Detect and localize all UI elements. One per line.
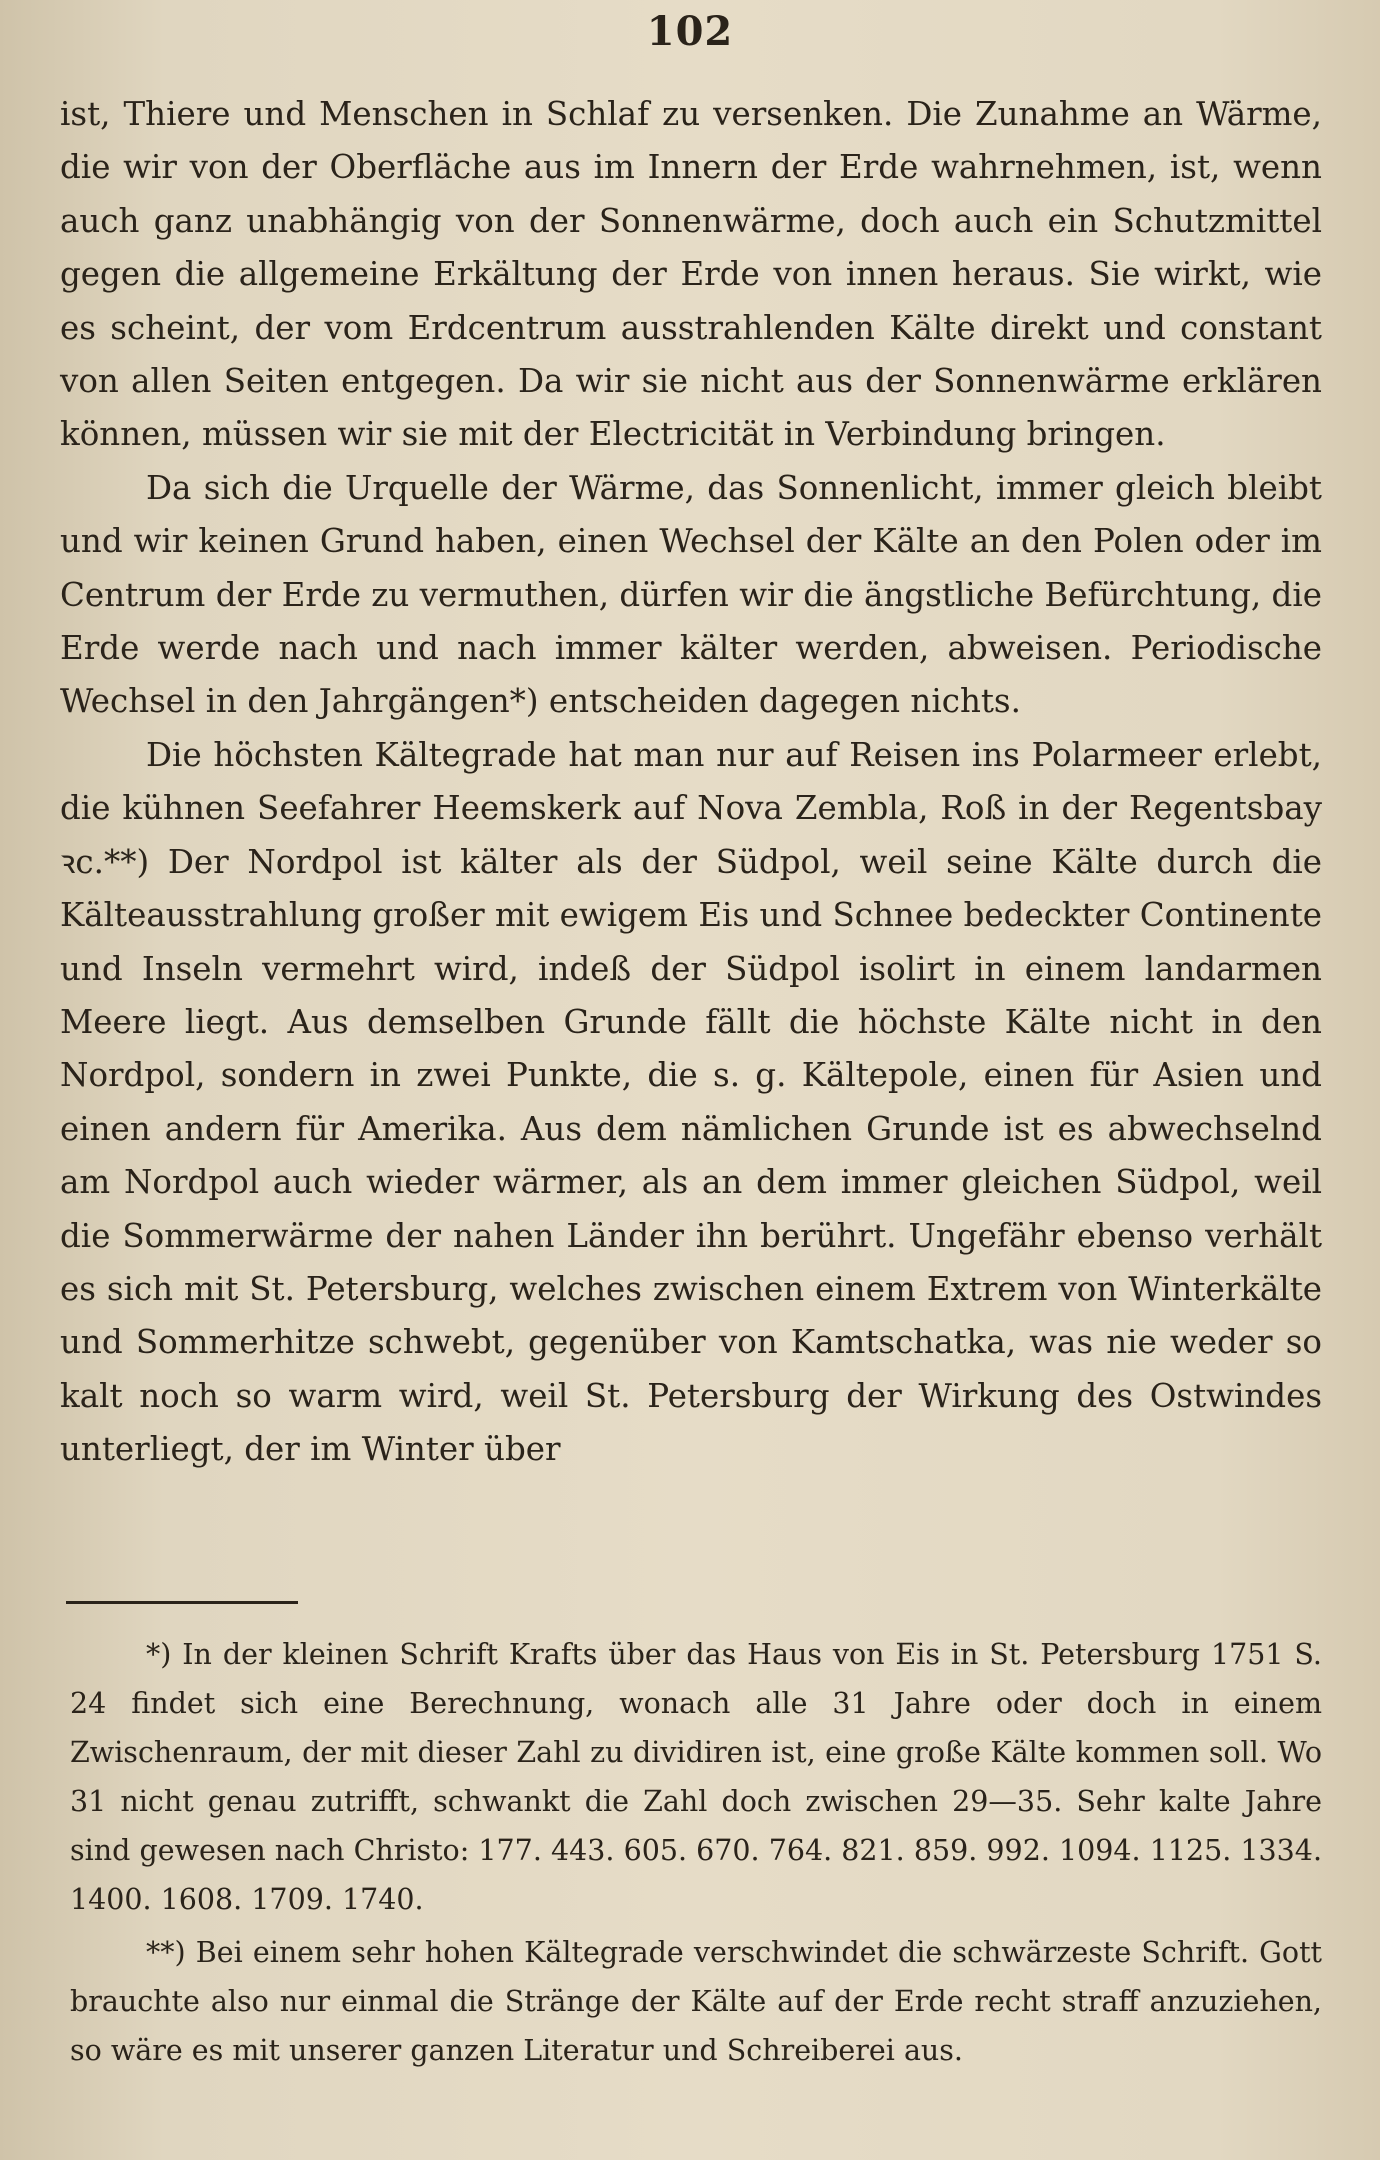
body-text	[60, 88, 1322, 1477]
paragraph: Da sich die Urquelle der Wärme, das Sonnenlicht, immer gleich bleibt und wir keinen Grund haben, einen Wechsel der Kälte an den Polen oder im Centrum der Erde zu vermuthen, dürfen wir die ängstliche Befürchtung, die Erde werde nach und nach immer kälter werden, abweisen. Periodische Wechsel in den Jahrgängen*) entscheiden dagegen nichts.	[60, 468, 1322, 721]
footnote-1: *) In der kleinen Schrift Krafts über das Haus von Eis in St. Petersburg 1751 S. 24 findet sich eine Berechnung, wonach alle 31 Jahre oder doch in einem Zwischenraum, der mit dieser Zahl zu dividiren ist, eine große Kälte kommen soll. Wo 31 nicht genau zutrifft, schwankt die Zahl doch zwischen 29—35. Sehr kalte Jahre sind gewesen nach Christo: 177. 443. 605. 670. 764. 821. 859. 992. 1094. 1125. 1334. 1400. 1608. 1709. 1740.	[70, 1638, 1322, 1916]
footnote-separator	[66, 1601, 298, 1604]
paragraph: Die höchsten Kältegrade hat man nur auf Reisen ins Polarmeer erlebt, die kühnen Seefahrer Heemskerk auf Nova Zembla, Roß in der Regentsbay ꝛc.**) Der Nordpol ist kälter als der Südpol, weil seine Kälte durch die Kälteausstrahlung großer mit ewigem Eis und Schnee bedeckter Continente und Inseln vermehrt wird, indeß der Südpol isolirt in einem landarmen Meere liegt. Aus demselben Grunde fällt die höchste Kälte nicht in den Nordpol, sondern in zwei Punkte, die s. g. Kältepole, einen für Asien und einen andern für Amerika. Aus dem nämlichen Grunde ist es abwechselnd am Nordpol auch wieder wärmer, als an dem immer gleichen Südpol, weil die Sommerwärme der nahen Länder ihn berührt. Ungefähr ebenso verhält es sich mit St. Petersburg, welches zwischen einem Extrem von Winterkälte und Sommerhitze schwebt, gegenüber von Kamtschatka, was nie weder so kalt noch so warm wird, weil St. Petersburg der Wirkung des Ostwindes unterliegt, der im Winter über	[60, 735, 1322, 1469]
paragraph-continuation: ist, Thiere und Menschen in Schlaf zu versenken. Die Zunahme an Wärme, die wir von der Oberfläche aus im Innern der Erde wahrnehmen, ist, wenn auch ganz unabhängig von der Sonnenwärme, doch auch ein Schutzmittel gegen die allgemeine Erkältung der Erde von innen heraus. Sie wirkt, wie es scheint, der vom Erdcentrum ausstrahlenden Kälte direkt und constant von allen Seiten entgegen. Da wir sie nicht aus der Sonnenwärme erklären können, müssen wir sie mit der Electricität in Verbindung bringen.	[60, 95, 1322, 454]
footnote-2: **) Bei einem sehr hohen Kältegrade verschwindet die schwärzeste Schrift. Gott brauchte also nur einmal die Stränge der Kälte auf der Erde recht straff anzuziehen, so wäre es mit unserer ganzen Literatur und Schreiberei aus.	[70, 1936, 1322, 2067]
footnotes	[70, 1630, 1322, 2079]
page-number: 102	[646, 8, 734, 55]
